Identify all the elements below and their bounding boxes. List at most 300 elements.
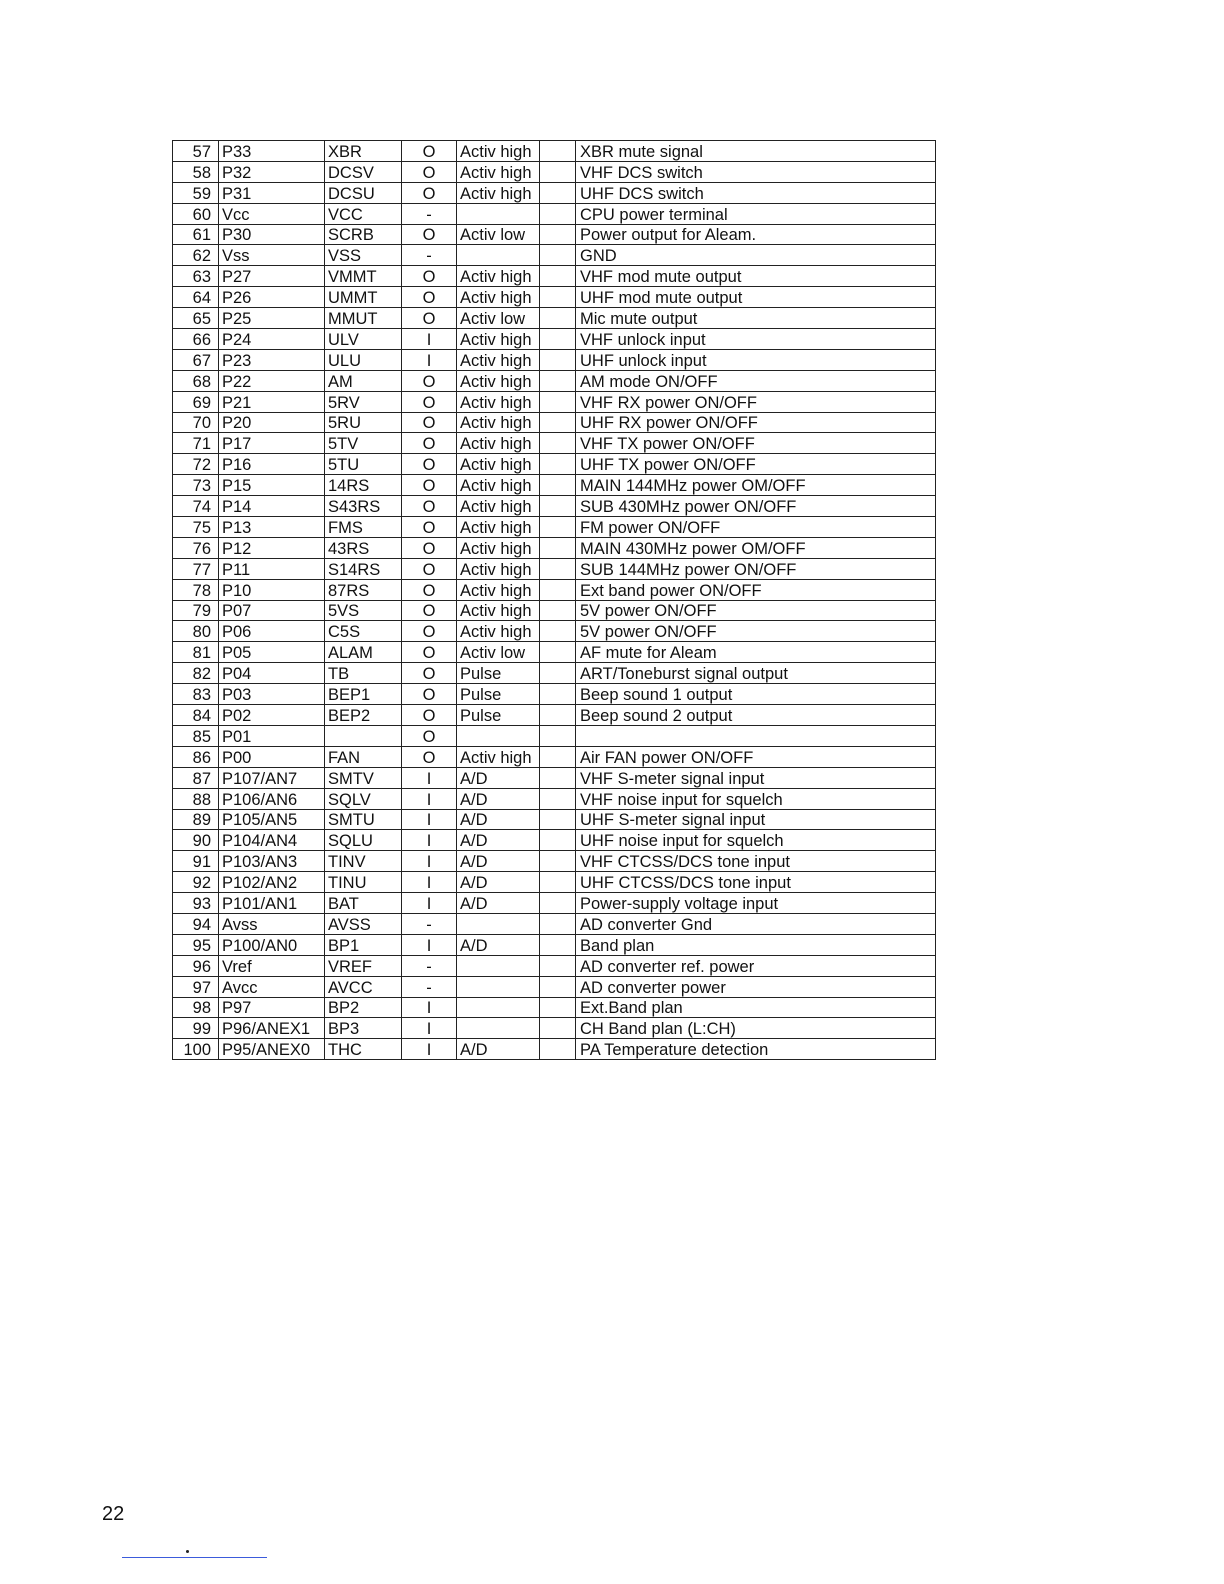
port-cell: P21 bbox=[219, 391, 325, 412]
signal-name-cell: TINU bbox=[325, 872, 402, 893]
table-row bbox=[173, 934, 936, 955]
io-direction-cell: O bbox=[402, 475, 457, 496]
active-level-cell: A/D bbox=[457, 1039, 540, 1060]
pin-number-cell: 63 bbox=[173, 266, 219, 287]
active-level-cell bbox=[457, 955, 540, 976]
function-cell: Beep sound 1 output bbox=[576, 684, 936, 705]
active-level-cell: A/D bbox=[457, 851, 540, 872]
port-cell: P04 bbox=[219, 663, 325, 684]
function-cell: 5V power ON/OFF bbox=[576, 600, 936, 621]
pin-number-cell: 59 bbox=[173, 182, 219, 203]
active-level-cell: Activ low bbox=[457, 642, 540, 663]
signal-name-cell: ULU bbox=[325, 349, 402, 370]
port-cell: P23 bbox=[219, 349, 325, 370]
blank-cell bbox=[540, 997, 576, 1018]
blank-cell bbox=[540, 370, 576, 391]
table-row bbox=[173, 558, 936, 579]
io-direction-cell: O bbox=[402, 141, 457, 162]
table-row bbox=[173, 851, 936, 872]
table-row bbox=[173, 893, 936, 914]
pin-number-cell: 67 bbox=[173, 349, 219, 370]
pin-number-cell: 78 bbox=[173, 579, 219, 600]
io-direction-cell: O bbox=[402, 517, 457, 538]
function-cell: PA Temperature detection bbox=[576, 1039, 936, 1060]
active-level-cell: Activ high bbox=[457, 746, 540, 767]
port-cell: P17 bbox=[219, 433, 325, 454]
signal-name-cell: VMMT bbox=[325, 266, 402, 287]
blank-cell bbox=[540, 1039, 576, 1060]
table-row bbox=[173, 1039, 936, 1060]
io-direction-cell: O bbox=[402, 621, 457, 642]
pin-number-cell: 74 bbox=[173, 496, 219, 517]
active-level-cell: Pulse bbox=[457, 684, 540, 705]
function-cell: UHF TX power ON/OFF bbox=[576, 454, 936, 475]
port-cell: P05 bbox=[219, 642, 325, 663]
table-row bbox=[173, 830, 936, 851]
pin-number-cell: 92 bbox=[173, 872, 219, 893]
signal-name-cell: VREF bbox=[325, 955, 402, 976]
active-level-cell: A/D bbox=[457, 872, 540, 893]
pin-number-cell: 75 bbox=[173, 517, 219, 538]
port-cell: P106/AN6 bbox=[219, 788, 325, 809]
function-cell: UHF DCS switch bbox=[576, 182, 936, 203]
function-cell: VHF TX power ON/OFF bbox=[576, 433, 936, 454]
function-cell: Mic mute output bbox=[576, 308, 936, 329]
blank-cell bbox=[540, 767, 576, 788]
table-row bbox=[173, 705, 936, 726]
io-direction-cell: - bbox=[402, 203, 457, 224]
active-level-cell: Activ high bbox=[457, 329, 540, 350]
table-row bbox=[173, 370, 936, 391]
table-row bbox=[173, 767, 936, 788]
function-cell: SUB 144MHz power ON/OFF bbox=[576, 558, 936, 579]
table-row bbox=[173, 684, 936, 705]
port-cell: P100/AN0 bbox=[219, 934, 325, 955]
active-level-cell: Activ high bbox=[457, 287, 540, 308]
io-direction-cell: O bbox=[402, 370, 457, 391]
active-level-cell: Activ high bbox=[457, 475, 540, 496]
footer-mark bbox=[186, 1550, 189, 1553]
pin-number-cell: 57 bbox=[173, 141, 219, 162]
active-level-cell: A/D bbox=[457, 934, 540, 955]
io-direction-cell: I bbox=[402, 934, 457, 955]
table-row bbox=[173, 433, 936, 454]
function-cell: AF mute for Aleam bbox=[576, 642, 936, 663]
table-row bbox=[173, 496, 936, 517]
blank-cell bbox=[540, 934, 576, 955]
active-level-cell: Activ high bbox=[457, 182, 540, 203]
blank-cell bbox=[540, 851, 576, 872]
signal-name-cell: S14RS bbox=[325, 558, 402, 579]
signal-name-cell: AVCC bbox=[325, 976, 402, 997]
table-row bbox=[173, 308, 936, 329]
table-row bbox=[173, 349, 936, 370]
port-cell: P103/AN3 bbox=[219, 851, 325, 872]
signal-name-cell: BP2 bbox=[325, 997, 402, 1018]
blank-cell bbox=[540, 329, 576, 350]
io-direction-cell: O bbox=[402, 433, 457, 454]
signal-name-cell: BP1 bbox=[325, 934, 402, 955]
signal-name-cell: TINV bbox=[325, 851, 402, 872]
active-level-cell: Activ high bbox=[457, 349, 540, 370]
io-direction-cell: O bbox=[402, 496, 457, 517]
port-cell: P24 bbox=[219, 329, 325, 350]
table-row bbox=[173, 475, 936, 496]
pin-number-cell: 85 bbox=[173, 725, 219, 746]
function-cell: 5V power ON/OFF bbox=[576, 621, 936, 642]
active-level-cell bbox=[457, 245, 540, 266]
function-cell: CPU power terminal bbox=[576, 203, 936, 224]
port-cell: P14 bbox=[219, 496, 325, 517]
port-cell: P30 bbox=[219, 224, 325, 245]
pin-number-cell: 73 bbox=[173, 475, 219, 496]
io-direction-cell: I bbox=[402, 851, 457, 872]
blank-cell bbox=[540, 349, 576, 370]
port-cell: P97 bbox=[219, 997, 325, 1018]
active-level-cell: A/D bbox=[457, 809, 540, 830]
port-cell: P104/AN4 bbox=[219, 830, 325, 851]
function-cell: Power output for Aleam. bbox=[576, 224, 936, 245]
io-direction-cell: O bbox=[402, 182, 457, 203]
signal-name-cell: THC bbox=[325, 1039, 402, 1060]
port-cell: P101/AN1 bbox=[219, 893, 325, 914]
port-cell: P15 bbox=[219, 475, 325, 496]
io-direction-cell: O bbox=[402, 558, 457, 579]
io-direction-cell: O bbox=[402, 287, 457, 308]
active-level-cell: A/D bbox=[457, 767, 540, 788]
pin-number-cell: 95 bbox=[173, 934, 219, 955]
active-level-cell: A/D bbox=[457, 788, 540, 809]
signal-name-cell: 5RV bbox=[325, 391, 402, 412]
active-level-cell: Activ high bbox=[457, 579, 540, 600]
signal-name-cell: SQLU bbox=[325, 830, 402, 851]
pin-number-cell: 62 bbox=[173, 245, 219, 266]
pin-number-cell: 83 bbox=[173, 684, 219, 705]
function-cell: UHF noise input for squelch bbox=[576, 830, 936, 851]
pin-number-cell: 60 bbox=[173, 203, 219, 224]
table-row bbox=[173, 663, 936, 684]
table-row bbox=[173, 517, 936, 538]
io-direction-cell: I bbox=[402, 788, 457, 809]
signal-name-cell: BAT bbox=[325, 893, 402, 914]
blank-cell bbox=[540, 245, 576, 266]
blank-cell bbox=[540, 475, 576, 496]
port-cell: P107/AN7 bbox=[219, 767, 325, 788]
port-cell: P10 bbox=[219, 579, 325, 600]
pin-number-cell: 93 bbox=[173, 893, 219, 914]
pin-number-cell: 100 bbox=[173, 1039, 219, 1060]
active-level-cell bbox=[457, 203, 540, 224]
pin-number-cell: 68 bbox=[173, 370, 219, 391]
table-row bbox=[173, 391, 936, 412]
active-level-cell bbox=[457, 997, 540, 1018]
blank-cell bbox=[540, 1018, 576, 1039]
signal-name-cell: BEP2 bbox=[325, 705, 402, 726]
blank-cell bbox=[540, 893, 576, 914]
table-row bbox=[173, 182, 936, 203]
pin-number-cell: 69 bbox=[173, 391, 219, 412]
signal-name-cell: TB bbox=[325, 663, 402, 684]
io-direction-cell: I bbox=[402, 767, 457, 788]
active-level-cell bbox=[457, 1018, 540, 1039]
pin-number-cell: 99 bbox=[173, 1018, 219, 1039]
active-level-cell bbox=[457, 913, 540, 934]
signal-name-cell: S43RS bbox=[325, 496, 402, 517]
port-cell: P27 bbox=[219, 266, 325, 287]
pin-number-cell: 58 bbox=[173, 161, 219, 182]
signal-name-cell: 14RS bbox=[325, 475, 402, 496]
active-level-cell: A/D bbox=[457, 893, 540, 914]
blank-cell bbox=[540, 830, 576, 851]
table-row bbox=[173, 1018, 936, 1039]
signal-name-cell: VSS bbox=[325, 245, 402, 266]
io-direction-cell: - bbox=[402, 976, 457, 997]
function-cell: UHF unlock input bbox=[576, 349, 936, 370]
signal-name-cell: FAN bbox=[325, 746, 402, 767]
blank-cell bbox=[540, 663, 576, 684]
function-cell: VHF unlock input bbox=[576, 329, 936, 350]
active-level-cell: Activ high bbox=[457, 161, 540, 182]
pin-number-cell: 64 bbox=[173, 287, 219, 308]
function-cell: Beep sound 2 output bbox=[576, 705, 936, 726]
port-cell: P12 bbox=[219, 537, 325, 558]
active-level-cell bbox=[457, 976, 540, 997]
io-direction-cell: O bbox=[402, 725, 457, 746]
signal-name-cell: UMMT bbox=[325, 287, 402, 308]
io-direction-cell: O bbox=[402, 224, 457, 245]
function-cell: AD converter power bbox=[576, 976, 936, 997]
pin-number-cell: 66 bbox=[173, 329, 219, 350]
blank-cell bbox=[540, 308, 576, 329]
function-cell: AD converter ref. power bbox=[576, 955, 936, 976]
signal-name-cell: 5TV bbox=[325, 433, 402, 454]
blank-cell bbox=[540, 955, 576, 976]
pin-number-cell: 71 bbox=[173, 433, 219, 454]
function-cell: Band plan bbox=[576, 934, 936, 955]
function-cell: VHF noise input for squelch bbox=[576, 788, 936, 809]
table-row bbox=[173, 746, 936, 767]
signal-name-cell: SMTU bbox=[325, 809, 402, 830]
function-cell: VHF mod mute output bbox=[576, 266, 936, 287]
port-cell: P06 bbox=[219, 621, 325, 642]
io-direction-cell: I bbox=[402, 329, 457, 350]
table-row bbox=[173, 454, 936, 475]
port-cell: P01 bbox=[219, 725, 325, 746]
io-direction-cell: I bbox=[402, 997, 457, 1018]
blank-cell bbox=[540, 266, 576, 287]
active-level-cell: Pulse bbox=[457, 663, 540, 684]
io-direction-cell: - bbox=[402, 245, 457, 266]
io-direction-cell: I bbox=[402, 830, 457, 851]
blank-cell bbox=[540, 642, 576, 663]
io-direction-cell: O bbox=[402, 663, 457, 684]
table-row bbox=[173, 141, 936, 162]
blank-cell bbox=[540, 684, 576, 705]
blank-cell bbox=[540, 433, 576, 454]
signal-name-cell bbox=[325, 725, 402, 746]
port-cell: P13 bbox=[219, 517, 325, 538]
port-cell: P31 bbox=[219, 182, 325, 203]
io-direction-cell: - bbox=[402, 955, 457, 976]
table-row bbox=[173, 809, 936, 830]
signal-name-cell: FMS bbox=[325, 517, 402, 538]
blank-cell bbox=[540, 412, 576, 433]
signal-name-cell: SQLV bbox=[325, 788, 402, 809]
port-cell: P25 bbox=[219, 308, 325, 329]
function-cell: CH Band plan (L:CH) bbox=[576, 1018, 936, 1039]
io-direction-cell: O bbox=[402, 705, 457, 726]
active-level-cell: Activ high bbox=[457, 537, 540, 558]
port-cell: Vss bbox=[219, 245, 325, 266]
page-number: 22 bbox=[102, 1503, 125, 1525]
table-row bbox=[173, 600, 936, 621]
io-direction-cell: I bbox=[402, 809, 457, 830]
io-direction-cell: I bbox=[402, 349, 457, 370]
blank-cell bbox=[540, 203, 576, 224]
pin-number-cell: 65 bbox=[173, 308, 219, 329]
blank-cell bbox=[540, 454, 576, 475]
port-cell: Vref bbox=[219, 955, 325, 976]
io-direction-cell: O bbox=[402, 161, 457, 182]
io-direction-cell: I bbox=[402, 872, 457, 893]
active-level-cell: Activ high bbox=[457, 370, 540, 391]
signal-name-cell: XBR bbox=[325, 141, 402, 162]
footer-rule bbox=[122, 1557, 267, 1558]
blank-cell bbox=[540, 161, 576, 182]
function-cell bbox=[576, 725, 936, 746]
io-direction-cell: O bbox=[402, 746, 457, 767]
port-cell: Avcc bbox=[219, 976, 325, 997]
table-row bbox=[173, 537, 936, 558]
signal-name-cell: MMUT bbox=[325, 308, 402, 329]
active-level-cell: Activ high bbox=[457, 391, 540, 412]
function-cell: AD converter Gnd bbox=[576, 913, 936, 934]
blank-cell bbox=[540, 224, 576, 245]
signal-name-cell: SMTV bbox=[325, 767, 402, 788]
table-row bbox=[173, 976, 936, 997]
active-level-cell: Activ high bbox=[457, 621, 540, 642]
io-direction-cell: O bbox=[402, 537, 457, 558]
blank-cell bbox=[540, 391, 576, 412]
function-cell: VHF CTCSS/DCS tone input bbox=[576, 851, 936, 872]
port-cell: P96/ANEX1 bbox=[219, 1018, 325, 1039]
blank-cell bbox=[540, 537, 576, 558]
active-level-cell: Activ high bbox=[457, 496, 540, 517]
port-cell: P03 bbox=[219, 684, 325, 705]
active-level-cell: Activ high bbox=[457, 141, 540, 162]
table-row bbox=[173, 955, 936, 976]
port-cell: P32 bbox=[219, 161, 325, 182]
io-direction-cell: O bbox=[402, 454, 457, 475]
io-direction-cell: I bbox=[402, 893, 457, 914]
table-row bbox=[173, 266, 936, 287]
io-direction-cell: O bbox=[402, 308, 457, 329]
port-cell: P95/ANEX0 bbox=[219, 1039, 325, 1060]
function-cell: Power-supply voltage input bbox=[576, 893, 936, 914]
active-level-cell: Activ low bbox=[457, 308, 540, 329]
blank-cell bbox=[540, 976, 576, 997]
active-level-cell: Pulse bbox=[457, 705, 540, 726]
blank-cell bbox=[540, 579, 576, 600]
table-row bbox=[173, 621, 936, 642]
signal-name-cell: VCC bbox=[325, 203, 402, 224]
port-cell: P20 bbox=[219, 412, 325, 433]
table-row bbox=[173, 579, 936, 600]
pin-number-cell: 84 bbox=[173, 705, 219, 726]
port-cell: P07 bbox=[219, 600, 325, 621]
signal-name-cell: C5S bbox=[325, 621, 402, 642]
table-row bbox=[173, 161, 936, 182]
table-row bbox=[173, 329, 936, 350]
pin-number-cell: 88 bbox=[173, 788, 219, 809]
active-level-cell: Activ high bbox=[457, 266, 540, 287]
blank-cell bbox=[540, 705, 576, 726]
blank-cell bbox=[540, 809, 576, 830]
active-level-cell: Activ high bbox=[457, 412, 540, 433]
blank-cell bbox=[540, 141, 576, 162]
pin-number-cell: 87 bbox=[173, 767, 219, 788]
table-row bbox=[173, 245, 936, 266]
pin-number-cell: 76 bbox=[173, 537, 219, 558]
function-cell: SUB 430MHz power ON/OFF bbox=[576, 496, 936, 517]
blank-cell bbox=[540, 872, 576, 893]
pin-number-cell: 77 bbox=[173, 558, 219, 579]
signal-name-cell: BP3 bbox=[325, 1018, 402, 1039]
pin-number-cell: 96 bbox=[173, 955, 219, 976]
io-direction-cell: O bbox=[402, 412, 457, 433]
function-cell: UHF CTCSS/DCS tone input bbox=[576, 872, 936, 893]
function-cell: XBR mute signal bbox=[576, 141, 936, 162]
function-cell: MAIN 430MHz power OM/OFF bbox=[576, 537, 936, 558]
function-cell: FM power ON/OFF bbox=[576, 517, 936, 538]
function-cell: UHF S-meter signal input bbox=[576, 809, 936, 830]
signal-name-cell: 5TU bbox=[325, 454, 402, 475]
blank-cell bbox=[540, 600, 576, 621]
function-cell: GND bbox=[576, 245, 936, 266]
table-row bbox=[173, 872, 936, 893]
function-cell: AM mode ON/OFF bbox=[576, 370, 936, 391]
pin-number-cell: 94 bbox=[173, 913, 219, 934]
io-direction-cell: O bbox=[402, 579, 457, 600]
signal-name-cell: DCSV bbox=[325, 161, 402, 182]
blank-cell bbox=[540, 621, 576, 642]
pin-number-cell: 70 bbox=[173, 412, 219, 433]
signal-name-cell: 87RS bbox=[325, 579, 402, 600]
pin-number-cell: 91 bbox=[173, 851, 219, 872]
blank-cell bbox=[540, 788, 576, 809]
pin-number-cell: 89 bbox=[173, 809, 219, 830]
port-cell: P105/AN5 bbox=[219, 809, 325, 830]
function-cell: VHF DCS switch bbox=[576, 161, 936, 182]
function-cell: UHF RX power ON/OFF bbox=[576, 412, 936, 433]
io-direction-cell: O bbox=[402, 391, 457, 412]
pin-number-cell: 72 bbox=[173, 454, 219, 475]
active-level-cell: Activ high bbox=[457, 433, 540, 454]
io-direction-cell: I bbox=[402, 1018, 457, 1039]
port-cell: P00 bbox=[219, 746, 325, 767]
function-cell: UHF mod mute output bbox=[576, 287, 936, 308]
active-level-cell bbox=[457, 725, 540, 746]
pin-number-cell: 90 bbox=[173, 830, 219, 851]
blank-cell bbox=[540, 517, 576, 538]
table-row bbox=[173, 203, 936, 224]
blank-cell bbox=[540, 558, 576, 579]
pin-number-cell: 81 bbox=[173, 642, 219, 663]
io-direction-cell: O bbox=[402, 642, 457, 663]
pin-number-cell: 98 bbox=[173, 997, 219, 1018]
io-direction-cell: O bbox=[402, 266, 457, 287]
function-cell: VHF RX power ON/OFF bbox=[576, 391, 936, 412]
